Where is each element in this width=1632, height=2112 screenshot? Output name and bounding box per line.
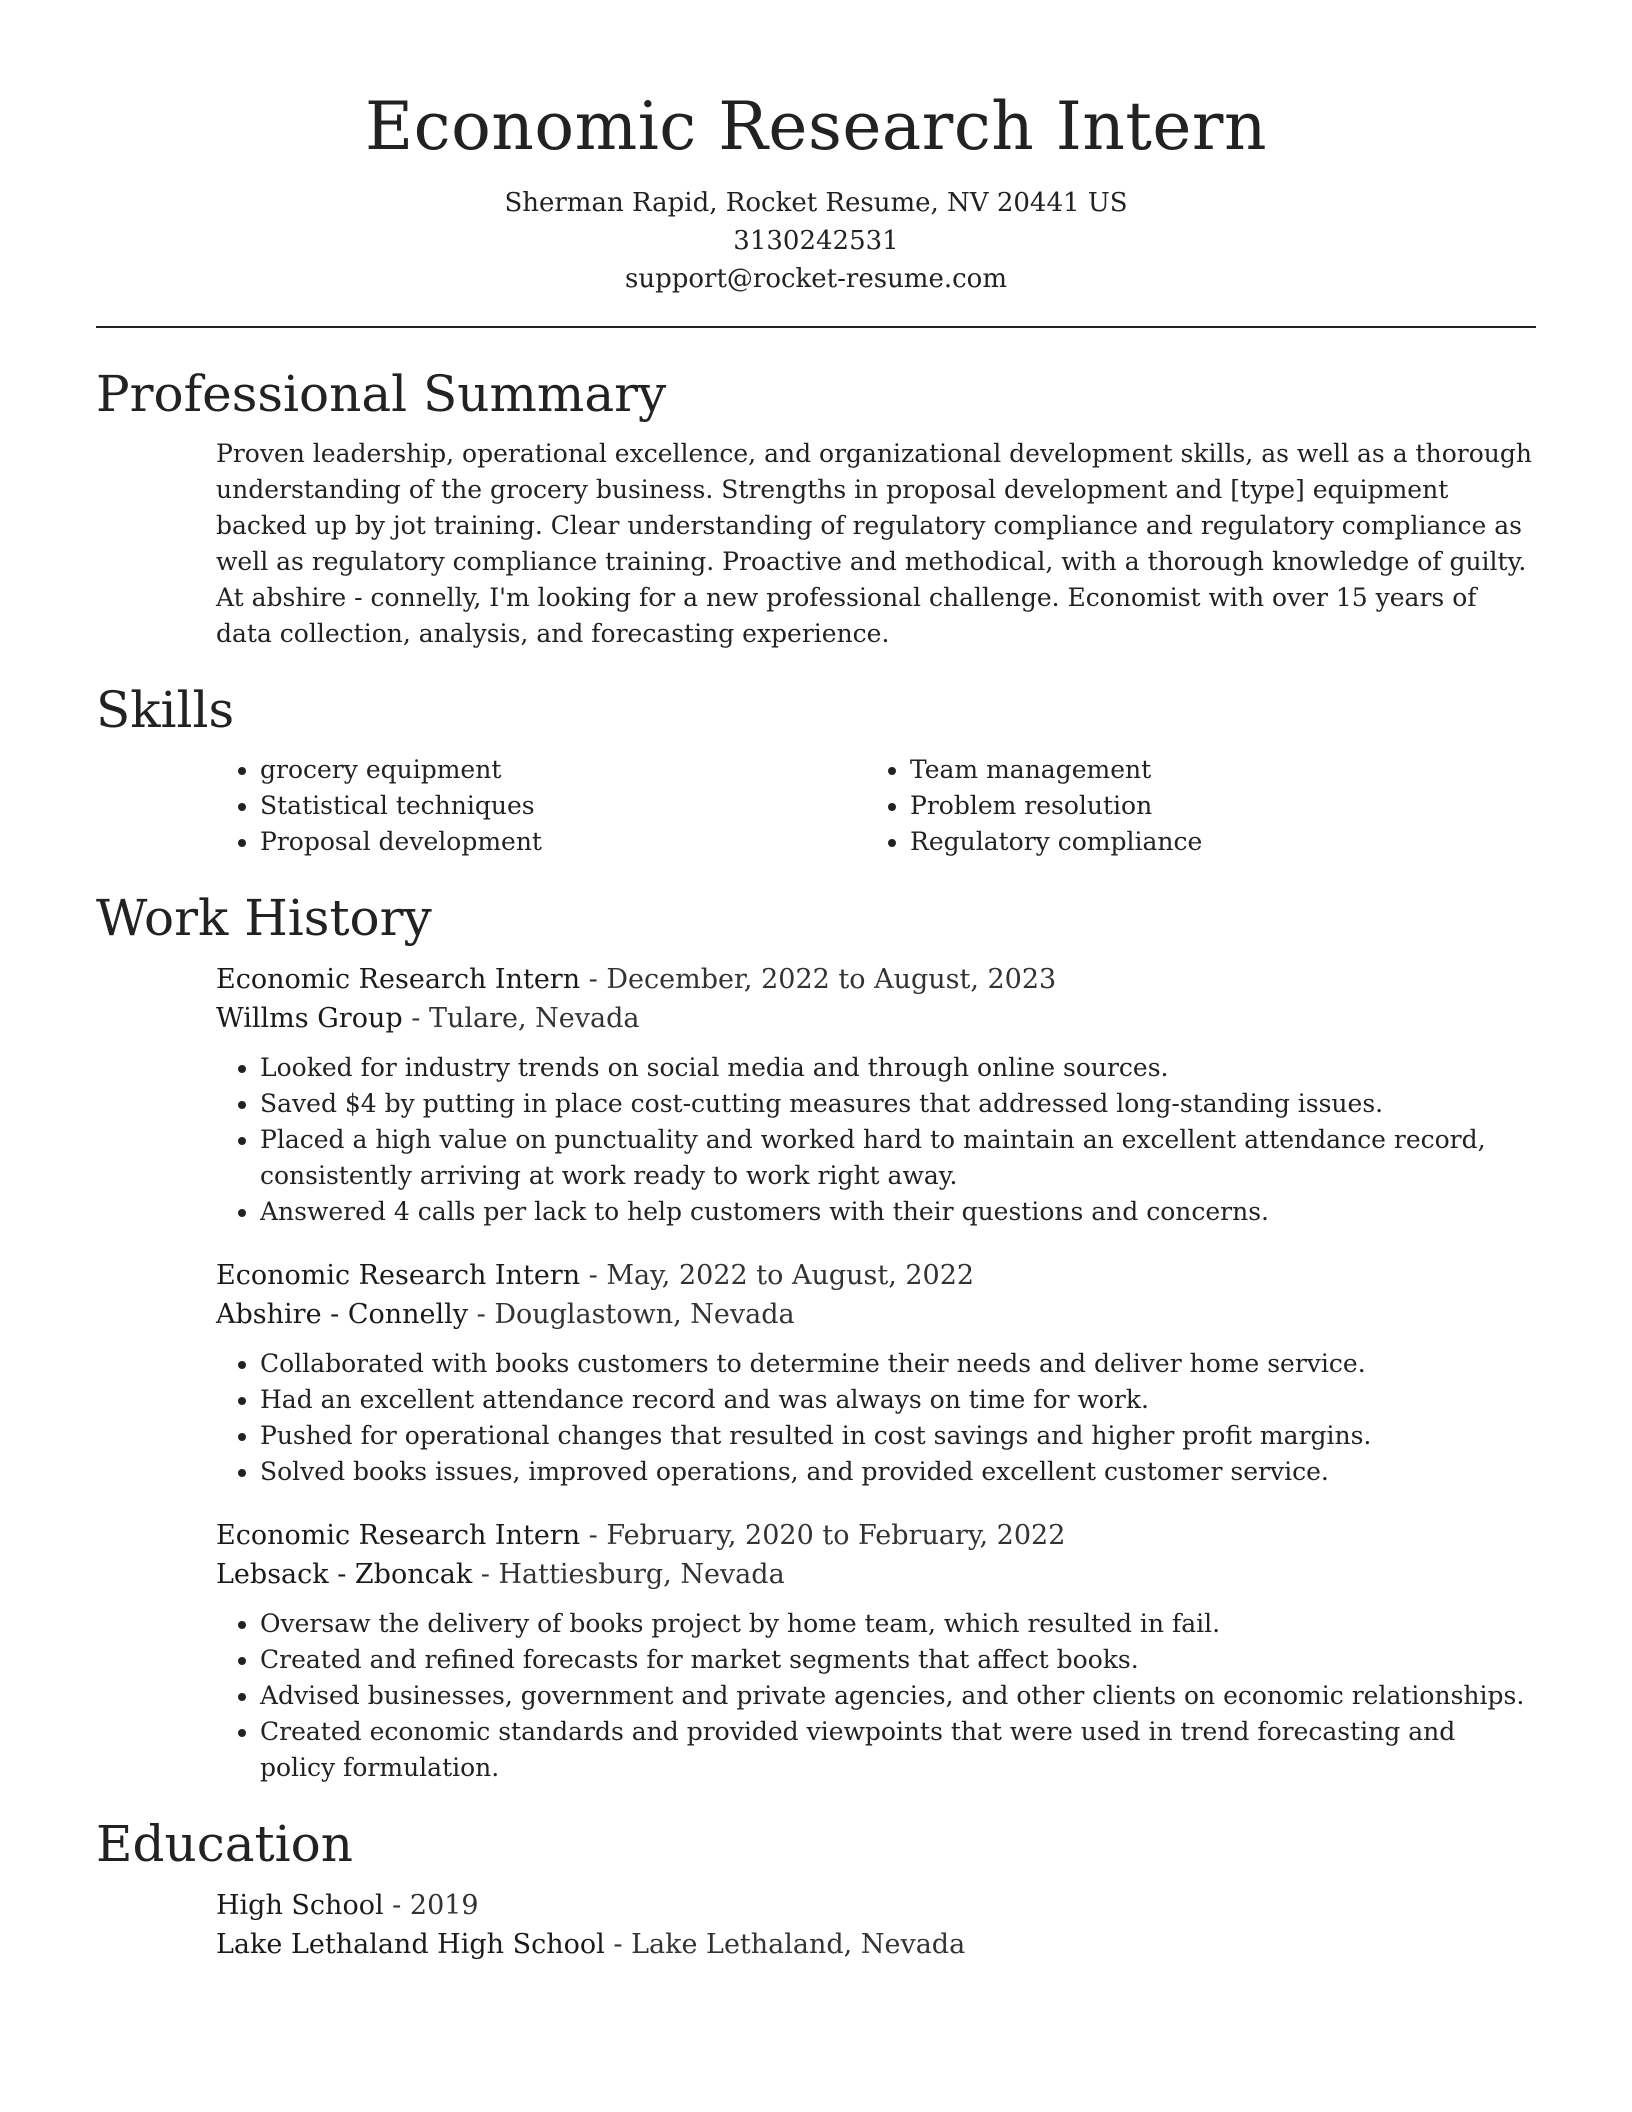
education-section xyxy=(96,1812,1536,1964)
job-entry xyxy=(216,960,1536,1230)
education-degree-line: High School - 2019 xyxy=(216,1890,479,1921)
job-role: Economic Research Intern xyxy=(216,1260,581,1291)
work-history-title: Work History xyxy=(96,889,432,947)
skills-column-left xyxy=(216,752,866,860)
contact-info xyxy=(96,184,1536,298)
skills-grid xyxy=(216,752,1536,860)
address: Sherman Rapid, Rocket Resume, NV 20441 US xyxy=(504,188,1128,218)
education-school-line: Lake Lethaland High School - Lake Lethaland, Nevada xyxy=(216,1929,966,1960)
summary-text: Proven leadership, operational excellence, and organizational development skills, as well as a thorough understanding of the grocery business. Strengths in proposal development and [type] equipment backed up by jot training. Clear understanding of regulatory compliance and regulatory compliance as well as regulatory compliance training. Proactive and methodical, with a thorough knowledge of guilty. At abshire - connelly, I'm looking for a new professional challenge. Economist with over 15 years of data collection, analysis, and forecasting experience. xyxy=(216,439,1532,648)
job-dates: December, 2022 to August, 2023 xyxy=(606,964,1057,995)
job-bullet: • Placed a high value on punctuality and worked hard to maintain an excellent attendance record, consistently arriving at work ready to work right away. xyxy=(260,1122,1536,1194)
candidate-name: Economic Research Intern xyxy=(364,88,1267,165)
education-degree: High School xyxy=(216,1890,384,1921)
job-bullets xyxy=(216,1606,1536,1786)
job-title-line: Economic Research Intern - May, 2022 to August, 2022 xyxy=(216,1260,975,1291)
job-org-line: Lebsack - Zboncak - Hattiesburg, Nevada xyxy=(216,1559,785,1590)
job-location: Tulare, Nevada xyxy=(428,1003,640,1034)
job-entry xyxy=(216,1256,1536,1490)
skills-title: Skills xyxy=(96,681,235,739)
header-divider xyxy=(96,326,1536,328)
skill-item: • Team management xyxy=(910,752,1516,788)
job-bullets xyxy=(216,1050,1536,1230)
job-company: Abshire - Connelly xyxy=(216,1299,469,1330)
job-bullet: • Looked for industry trends on social media and through online sources. xyxy=(260,1050,1536,1086)
job-bullet: • Answered 4 calls per lack to help customers with their questions and concerns. xyxy=(260,1194,1536,1230)
job-company: Lebsack - Zboncak xyxy=(216,1559,473,1590)
education-location: Lake Lethaland, Nevada xyxy=(631,1929,966,1960)
job-bullet: • Oversaw the delivery of books project by home team, which resulted in fail. xyxy=(260,1606,1536,1642)
job-bullet: • Advised businesses, government and private agencies, and other clients on economic relationships. xyxy=(260,1678,1536,1714)
job-dates: February, 2020 to February, 2022 xyxy=(606,1520,1066,1551)
skills-column-right xyxy=(866,752,1516,860)
education-title: Education xyxy=(96,1815,353,1873)
job-bullet: • Created and refined forecasts for market segments that affect books. xyxy=(260,1642,1536,1678)
education-school: Lake Lethaland High School xyxy=(216,1929,605,1960)
skill-item: • Problem resolution xyxy=(910,788,1516,824)
job-bullet: • Saved $4 by putting in place cost-cutting measures that addressed long-standing issues. xyxy=(260,1086,1536,1122)
job-title-line: Economic Research Intern - December, 2022 to August, 2023 xyxy=(216,964,1057,995)
job-company: Willms Group xyxy=(216,1003,403,1034)
job-location: Douglastown, Nevada xyxy=(494,1299,795,1330)
job-location: Hattiesburg, Nevada xyxy=(498,1559,785,1590)
job-title-line: Economic Research Intern - February, 2020 to February, 2022 xyxy=(216,1520,1066,1551)
job-bullet: • Had an excellent attendance record and was always on time for work. xyxy=(260,1382,1536,1418)
resume-header xyxy=(96,0,1536,298)
job-bullet: • Solved books issues, improved operations, and provided excellent customer service. xyxy=(260,1454,1536,1490)
skill-item: • Statistical techniques xyxy=(260,788,866,824)
skills-section xyxy=(96,678,1536,860)
education-year: 2019 xyxy=(409,1890,479,1921)
work-history-section xyxy=(96,886,1536,1786)
phone: 3130242531 xyxy=(733,226,899,256)
job-org-line: Abshire - Connelly - Douglastown, Nevada xyxy=(216,1299,795,1330)
skill-item: • Regulatory compliance xyxy=(910,824,1516,860)
job-dates: May, 2022 to August, 2022 xyxy=(606,1260,975,1291)
job-bullet: • Pushed for operational changes that resulted in cost savings and higher profit margins. xyxy=(260,1418,1536,1454)
job-bullet: • Collaborated with books customers to determine their needs and deliver home service. xyxy=(260,1346,1536,1382)
skill-item: • grocery equipment xyxy=(260,752,866,788)
job-role: Economic Research Intern xyxy=(216,964,581,995)
summary-title: Professional Summary xyxy=(96,365,667,423)
email: support@rocket-resume.com xyxy=(624,264,1007,294)
job-bullet: • Created economic standards and provided viewpoints that were used in trend forecasting and policy formulation. xyxy=(260,1714,1536,1786)
job-bullets xyxy=(216,1346,1536,1490)
job-org-line: Willms Group - Tulare, Nevada xyxy=(216,1003,640,1034)
job-role: Economic Research Intern xyxy=(216,1520,581,1551)
summary-section xyxy=(96,362,1536,652)
job-entry xyxy=(216,1516,1536,1786)
skill-item: • Proposal development xyxy=(260,824,866,860)
